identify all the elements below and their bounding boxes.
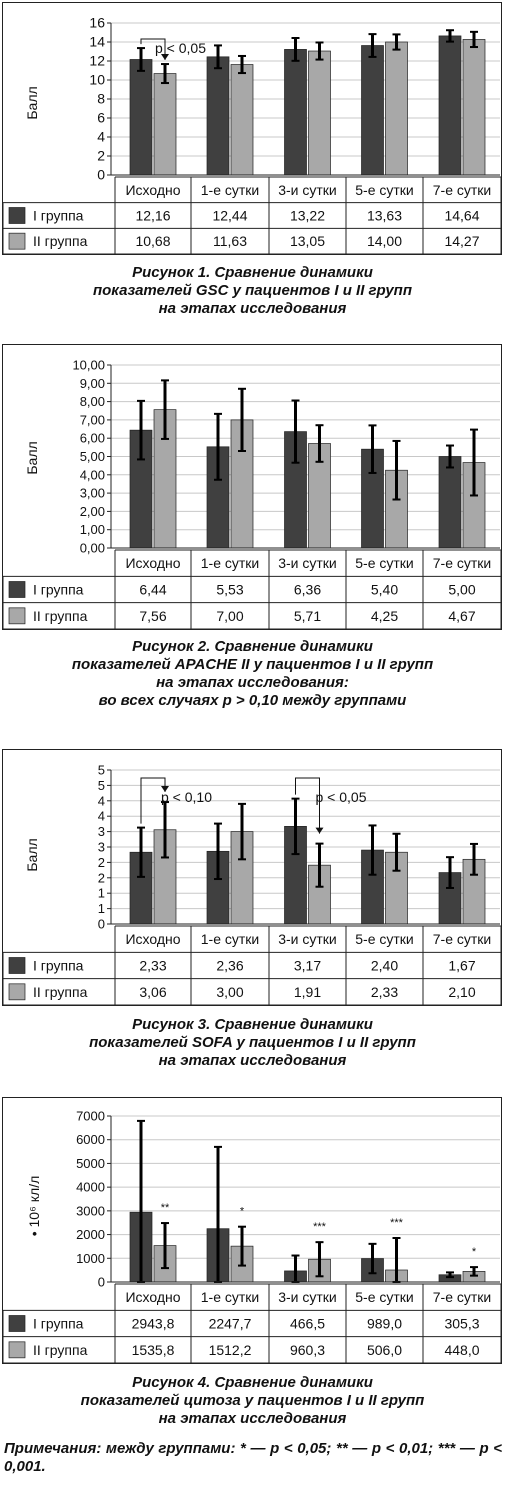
y-axis-label: Балл [24,441,40,475]
table-value: 6,44 [139,581,167,598]
table-value: 5,40 [370,581,399,598]
y-tick-label: 4 [97,793,105,809]
significance-stars: * [239,1205,245,1218]
footnote: Примечания: между группами: * — p < 0,05; ** — p < 0,01; *** — p < 0,001. [4,1440,502,1475]
bar-group1 [439,457,461,549]
table-value: 7,00 [216,607,244,624]
caption-line: показателей цитоза у пациентов I и II групп [80,1392,425,1409]
legend-swatch-group1 [9,958,25,974]
category-label: 7-е сутки [432,1289,492,1306]
y-axis-label: Балл [24,86,40,120]
caption-line: Рисунок 3. Сравнение динамики [132,1016,373,1033]
category-label: Исходно [125,1289,181,1306]
legend-label: I группа [33,581,84,598]
caption-line: на этапах исследования [158,1052,347,1069]
y-tick-label: 12 [89,52,105,69]
category-label: 7-е сутки [432,555,492,572]
table-value: 1,91 [293,983,322,1000]
chart-gsc [2,2,502,255]
caption-line: на этапах исследования [158,300,347,317]
caption-line: Рисунок 1. Сравнение динамики [132,264,373,281]
y-tick-label: 7,00 [79,412,105,428]
y-tick-label: 0 [97,1274,105,1290]
legend-label: I группа [33,1315,84,1332]
caption-line: во всех случаях p > 0,10 между группами [98,692,407,709]
y-tick-label: 1 [97,901,105,917]
table-value: 448,0 [444,1341,480,1358]
caption-figure-2 [0,638,505,710]
y-tick-label: 3,00 [79,485,105,501]
table-value: 1,67 [448,957,476,974]
table-value: 14,00 [366,233,403,250]
table-value: 989,0 [366,1315,403,1332]
table-value: 2,33 [139,957,167,974]
chart-gsc-svg [3,3,501,254]
table-value: 1512,2 [208,1341,252,1358]
table-value: 14,64 [444,207,480,224]
category-label: 1-е сутки [200,555,260,572]
legend-swatch-group2 [9,1342,25,1358]
legend-swatch-group1 [9,582,25,598]
category-label: 3-и сутки [278,181,337,198]
y-tick-label: 6000 [76,1132,105,1148]
y-tick-label: 2 [97,870,105,886]
legend-label: II группа [33,233,88,250]
y-tick-label: 0 [97,166,105,183]
y-tick-label: 10,00 [72,357,105,373]
y-tick-label: 3 [97,839,105,855]
category-label: 3-и сутки [278,555,337,572]
bar-group1 [285,49,307,175]
y-tick-label: 16 [89,14,105,31]
bar-group1 [439,36,461,175]
legend-swatch-group2 [9,233,25,249]
bar-group2 [154,74,176,175]
table-value: 3,00 [216,983,244,1000]
y-tick-label: 6 [97,109,105,126]
y-tick-label: 14 [89,33,105,50]
caption-line: на этапах исследования: [156,674,349,691]
bar-group2 [463,39,485,175]
y-tick-label: 4 [97,128,105,145]
y-axis-label: • 10⁶ кл/л [26,1175,42,1237]
legend-swatch-group2 [9,608,25,624]
table-value: 12,44 [212,207,248,224]
legend-swatch-group2 [9,984,25,1000]
chart-apache [2,344,502,630]
significance-label: p < 0,05 [155,40,206,56]
category-label: 1-е сутки [200,1289,260,1306]
y-tick-label: 4,00 [79,467,105,483]
table-value: 6,36 [293,581,322,598]
caption-line: показателей SOFA у пациентов I и II групп [89,1034,416,1051]
significance-stars: *** [390,1216,403,1229]
y-tick-label: 5,00 [79,449,105,464]
table-value: 2,40 [370,957,399,974]
bar-group2 [386,42,408,175]
y-tick-label: 1,00 [79,522,105,538]
category-label: 7-е сутки [432,181,492,198]
table-value: 10,68 [135,233,171,250]
bar-group2 [231,65,253,175]
caption-line: показателей GSC у пациентов I и II групп [92,282,412,299]
legend-label: I группа [33,957,84,974]
chart-cytosis-svg [3,1098,501,1363]
table-value: 13,22 [289,207,326,224]
y-tick-label: 5 [97,777,105,793]
significance-stars: ** [160,1202,170,1215]
table-value: 466,5 [289,1315,326,1332]
bar-group1 [362,46,384,175]
table-value: 506,0 [366,1341,403,1358]
y-tick-label: 1000 [76,1250,105,1266]
chart-cytosis [2,1097,502,1364]
y-tick-label: 1 [97,885,105,901]
legend-swatch-group1 [9,208,25,224]
chart-sofa [2,749,502,1006]
y-tick-label: 7000 [76,1108,105,1124]
significance-stars: * [471,1246,477,1259]
category-label: Исходно [125,181,181,198]
significance-stars: *** [313,1221,326,1234]
category-label: 7-е сутки [432,931,492,948]
y-tick-label: 3000 [76,1203,105,1219]
y-axis-label: Балл [24,838,40,872]
bracket-arrow [316,828,324,834]
category-label: 5-е сутки [355,931,414,948]
table-value: 13,63 [366,207,403,224]
bar-group1 [207,57,229,175]
category-label: 1-е сутки [200,931,260,948]
table-value: 12,16 [135,207,171,224]
category-label: 5-е сутки [355,181,414,198]
y-tick-label: 5 [97,762,105,778]
caption-line: Рисунок 4. Сравнение динамики [132,1374,373,1391]
y-tick-label: 5000 [76,1155,105,1171]
y-tick-label: 6,00 [79,430,105,446]
table-value: 3,06 [139,983,167,1000]
y-tick-label: 0 [97,916,105,932]
y-tick-label: 8 [97,90,105,107]
table-value: 960,3 [289,1341,326,1358]
chart-apache-svg [3,345,501,629]
category-label: Исходно [125,555,181,572]
caption-line: показателей APACHE II у пациентов I и II групп [71,656,434,673]
y-tick-label: 3 [97,824,105,840]
y-tick-label: 2000 [76,1227,105,1243]
table-value: 2,10 [448,983,476,1000]
table-value: 13,05 [289,233,326,250]
table-value: 305,3 [444,1315,480,1332]
y-tick-label: 10 [89,71,105,88]
y-tick-label: 0,00 [79,540,105,556]
y-tick-label: 4 [97,808,105,824]
y-tick-label: 8,00 [79,394,105,410]
legend-swatch-group1 [9,1316,25,1332]
table-value: 5,00 [448,581,476,598]
category-label: 1-е сутки [200,181,260,198]
category-label: 5-е сутки [355,555,414,572]
legend-label: I группа [33,207,84,224]
legend-label: II группа [33,1341,88,1358]
table-value: 7,56 [139,607,167,624]
significance-label: p < 0,10 [161,789,212,805]
table-value: 2247,7 [208,1315,252,1332]
significance-label: p < 0,05 [315,789,367,805]
table-value: 14,27 [444,233,480,250]
category-label: 5-е сутки [355,1289,414,1306]
y-tick-label: 2,00 [79,503,105,519]
table-value: 2943,8 [131,1315,175,1332]
legend-label: II группа [33,607,88,624]
table-value: 4,25 [370,607,399,624]
table-value: 5,71 [293,607,322,624]
caption-figure-3 [0,1016,505,1070]
table-value: 5,53 [216,581,244,598]
table-value: 1535,8 [131,1341,175,1358]
significance-bracket [296,778,320,834]
caption-line: на этапах исследования [158,1410,347,1427]
category-label: 3-и сутки [278,931,337,948]
y-tick-label: 4000 [76,1179,105,1195]
y-tick-label: 2 [97,854,105,870]
caption-line: Рисунок 2. Сравнение динамики [132,638,373,655]
bar-group2 [309,51,331,175]
bar-group1 [130,59,152,175]
chart-sofa-svg [3,750,501,1005]
table-value: 11,63 [213,233,247,250]
table-value: 2,33 [370,983,399,1000]
category-label: Исходно [125,931,181,948]
caption-figure-1 [0,264,505,318]
category-label: 3-и сутки [278,1289,337,1306]
legend-label: II группа [33,983,88,1000]
table-value: 3,17 [293,957,322,974]
caption-figure-4 [0,1374,505,1428]
table-value: 4,67 [448,607,476,624]
table-value: 2,36 [216,957,244,974]
y-tick-label: 9,00 [79,375,105,391]
y-tick-label: 2 [97,147,105,164]
